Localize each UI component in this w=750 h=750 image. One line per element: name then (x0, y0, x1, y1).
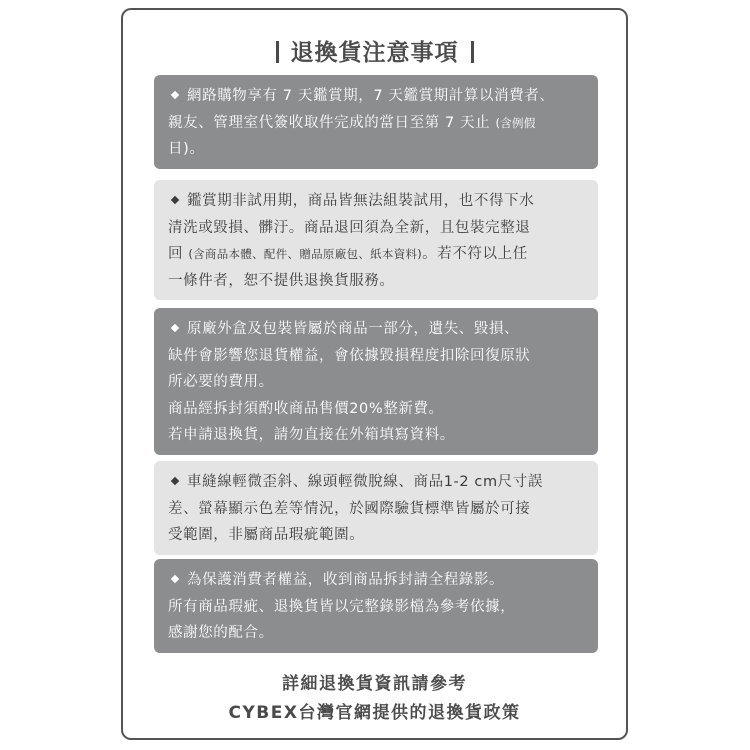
notice-line: 所有商品瑕疵、退換貨皆以完整錄影檔為參考依據， (168, 598, 516, 615)
notice-line: 受範圍，非屬商品瑕疵範圍。 (168, 527, 365, 543)
notice-tolerance (154, 461, 598, 555)
notice-note: (含商品本體、配件、贈品原廠包、紙本資料) (188, 247, 423, 261)
notice-line: 清洗或毀損、髒汙。商品退回須為全新，且包裝完整退 (168, 219, 531, 236)
notice-packaging (154, 308, 598, 455)
footer-line-2: CYBEX台灣官網提供的退換貨政策 (228, 703, 521, 723)
notice-line: 所必要的費用。 (168, 374, 274, 390)
title-bar-right (471, 41, 474, 63)
diamond-bullet-icon (171, 196, 179, 204)
notice-line: 為保護消費者權益，收到商品拆封請全程錄影。 (168, 567, 584, 594)
notice-line: 日)。 (168, 141, 205, 157)
footer-line-1: 詳細退換貨資訊請參考 (282, 674, 467, 694)
page-title (123, 34, 626, 67)
notice-line: 差、螢幕顯示色差等情況，於國際驗貨標準皆屬於可接 (168, 500, 531, 517)
notice-note: (含例假 (495, 115, 536, 130)
diamond-bullet-icon (171, 477, 179, 485)
diamond-bullet-icon (171, 91, 179, 99)
diamond-bullet-icon (171, 575, 179, 583)
notice-line: 車縫線輕微歪斜、線頭輕微脫線、商品1-2 cm尺寸誤 (168, 469, 584, 496)
notice-line: 回 (含商品本體、配件、贈品原廠包、紙本資料)。若不符以上任 (168, 246, 528, 262)
notice-line: 鑑賞期非試用期，商品皆無法組裝試用，也不得下水 (168, 188, 584, 215)
notice-line: 網路購物享有 7 天鑑賞期，7 天鑑賞期計算以消費者、 (168, 83, 584, 110)
notice-line: 若申請退換貨，請勿直接在外箱填寫資料。 (168, 427, 455, 443)
notice-line: 感謝您的配合。 (168, 625, 274, 641)
notice-line: 原廠外盒及包裝皆屬於商品一部分，遺失、毀損、 (168, 316, 584, 343)
diamond-bullet-icon (171, 324, 179, 332)
notice-card (121, 8, 628, 740)
footer-reference (123, 670, 626, 728)
notice-line: 一條件者，恕不提供退換貨服務。 (168, 272, 395, 289)
notice-appreciation-period (154, 75, 598, 169)
notice-line: 缺件會影響您退貨權益，會依據毀損程度扣除回復原狀 (168, 347, 531, 364)
notice-no-trial (154, 180, 598, 300)
notice-line: 親友、管理室代簽收取件完成的當日至第 7 天止 (含例假 (168, 114, 536, 131)
title-text: 退換貨注意事項 (290, 40, 459, 66)
title-bar-left (276, 41, 279, 63)
notice-recording (154, 559, 598, 653)
notice-line: 商品經拆封須酌收商品售價20%整新費。 (168, 400, 444, 417)
